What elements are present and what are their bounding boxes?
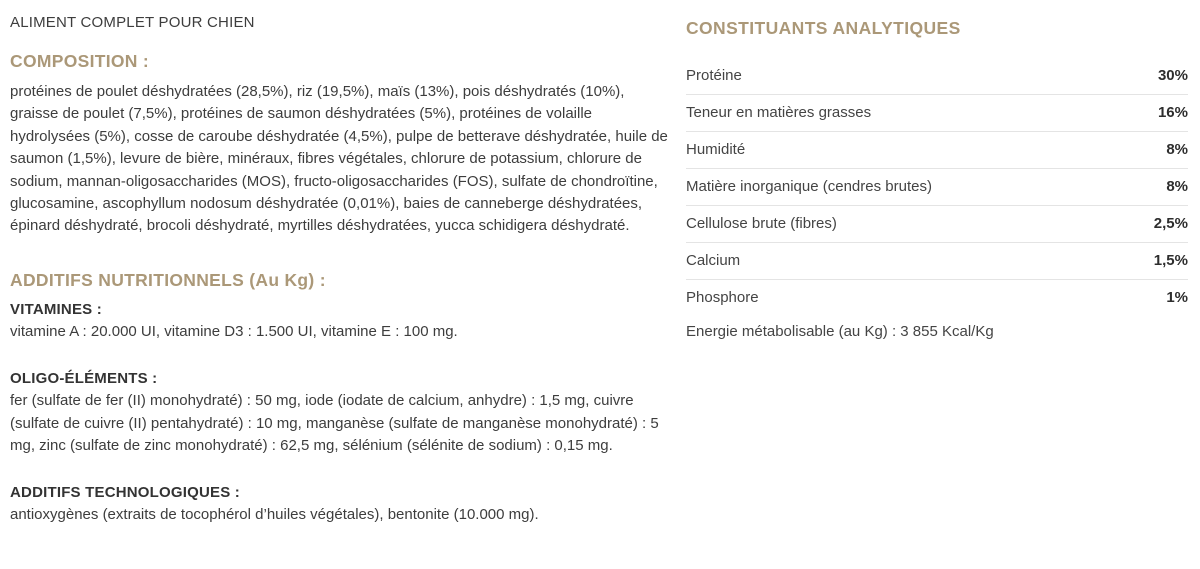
technological-additives-section — [10, 484, 670, 526]
row-label: Humidité — [686, 141, 746, 158]
trace-elements-section — [10, 370, 670, 457]
analytical-constituents-column — [686, 14, 1188, 554]
row-label: Cellulose brute (fibres) — [686, 215, 837, 232]
composition-body: protéines de poulet déshydratées (28,5%), riz (19,5%), maïs (13%), pois déshydratés (10%), graisse de poulet (7,5%), protéines de saumon déshydratées (5%), protéines de volaille hydrolysées (5%), cosse de caroube déshydratée (4,5%), pulpe de betterave déshydratée, huile de saumon (1,5%), levure de bière, minéraux, fibres végétales, chlorure de potassium, chlorure de sodium, mannan-oligosaccharides (MOS), fructo-oligosaccharides (FOS), sulfate de chondroïtine, glucosamine, ascophyllum nodosum déshydratée (0,01%), baies de canneberge déshydratées, épinard déshydraté, brocoli déshydraté, myrtilles déshydratées, yucca schidigera déshydraté. — [10, 83, 668, 235]
row-value: 1% — [1166, 289, 1188, 306]
vitamins-section — [10, 301, 670, 343]
row-label: Matière inorganique (cendres brutes) — [686, 178, 932, 195]
table-row — [686, 280, 1188, 316]
row-value: 2,5% — [1153, 215, 1188, 232]
nutritional-additives-heading: ADDITIFS NUTRITIONNELS (Au Kg) : — [10, 269, 326, 290]
table-row — [686, 169, 1188, 206]
analytical-constituents-heading: CONSTITUANTS ANALYTIQUES — [686, 18, 961, 38]
analytical-constituents-table — [686, 58, 1188, 316]
trace-elements-label: OLIGO-ÉLÉMENTS : — [10, 370, 158, 388]
table-row — [686, 206, 1188, 243]
technological-additives-label: ADDITIFS TECHNOLOGIQUES : — [10, 484, 240, 502]
row-label: Protéine — [686, 67, 742, 84]
row-value: 8% — [1166, 178, 1188, 195]
vitamins-body: vitamine A : 20.000 UI, vitamine D3 : 1.500 UI, vitamine E : 100 mg. — [10, 322, 458, 340]
row-value: 8% — [1166, 141, 1188, 158]
table-row — [686, 95, 1188, 132]
vitamins-label: VITAMINES : — [10, 300, 102, 318]
row-label: Phosphore — [686, 289, 759, 306]
table-row — [686, 243, 1188, 280]
table-row — [686, 58, 1188, 95]
composition-heading: COMPOSITION : — [10, 51, 150, 71]
product-type-label: ALIMENT COMPLET POUR CHIEN — [10, 14, 255, 31]
technological-additives-body: antioxygènes (extraits de tocophérol d’huiles végétales), bentonite (10.000 mg). — [10, 506, 539, 524]
composition-column — [10, 14, 670, 554]
trace-elements-body: fer (sulfate de fer (II) monohydraté) : 50 mg, iode (iodate de calcium, anhydre) : 1,5 mg, cuivre (sulfate de cuivre (II) pentahydraté) : 10 mg, manganèse (sulfate de manganèse monohydraté) : 5 mg, zinc (sulfate de zinc monohydraté) : 62,5 mg, sélénium (sélénite de sodium) : 0,15 mg. — [10, 392, 659, 455]
row-value: 1,5% — [1153, 252, 1188, 269]
row-label: Calcium — [686, 252, 741, 269]
metabolizable-energy-note: Energie métabolisable (au Kg) : 3 855 Kcal/Kg — [686, 323, 994, 340]
row-value: 30% — [1157, 67, 1188, 84]
row-label: Teneur en matières grasses — [686, 104, 872, 121]
table-row — [686, 132, 1188, 169]
row-value: 16% — [1157, 104, 1188, 121]
